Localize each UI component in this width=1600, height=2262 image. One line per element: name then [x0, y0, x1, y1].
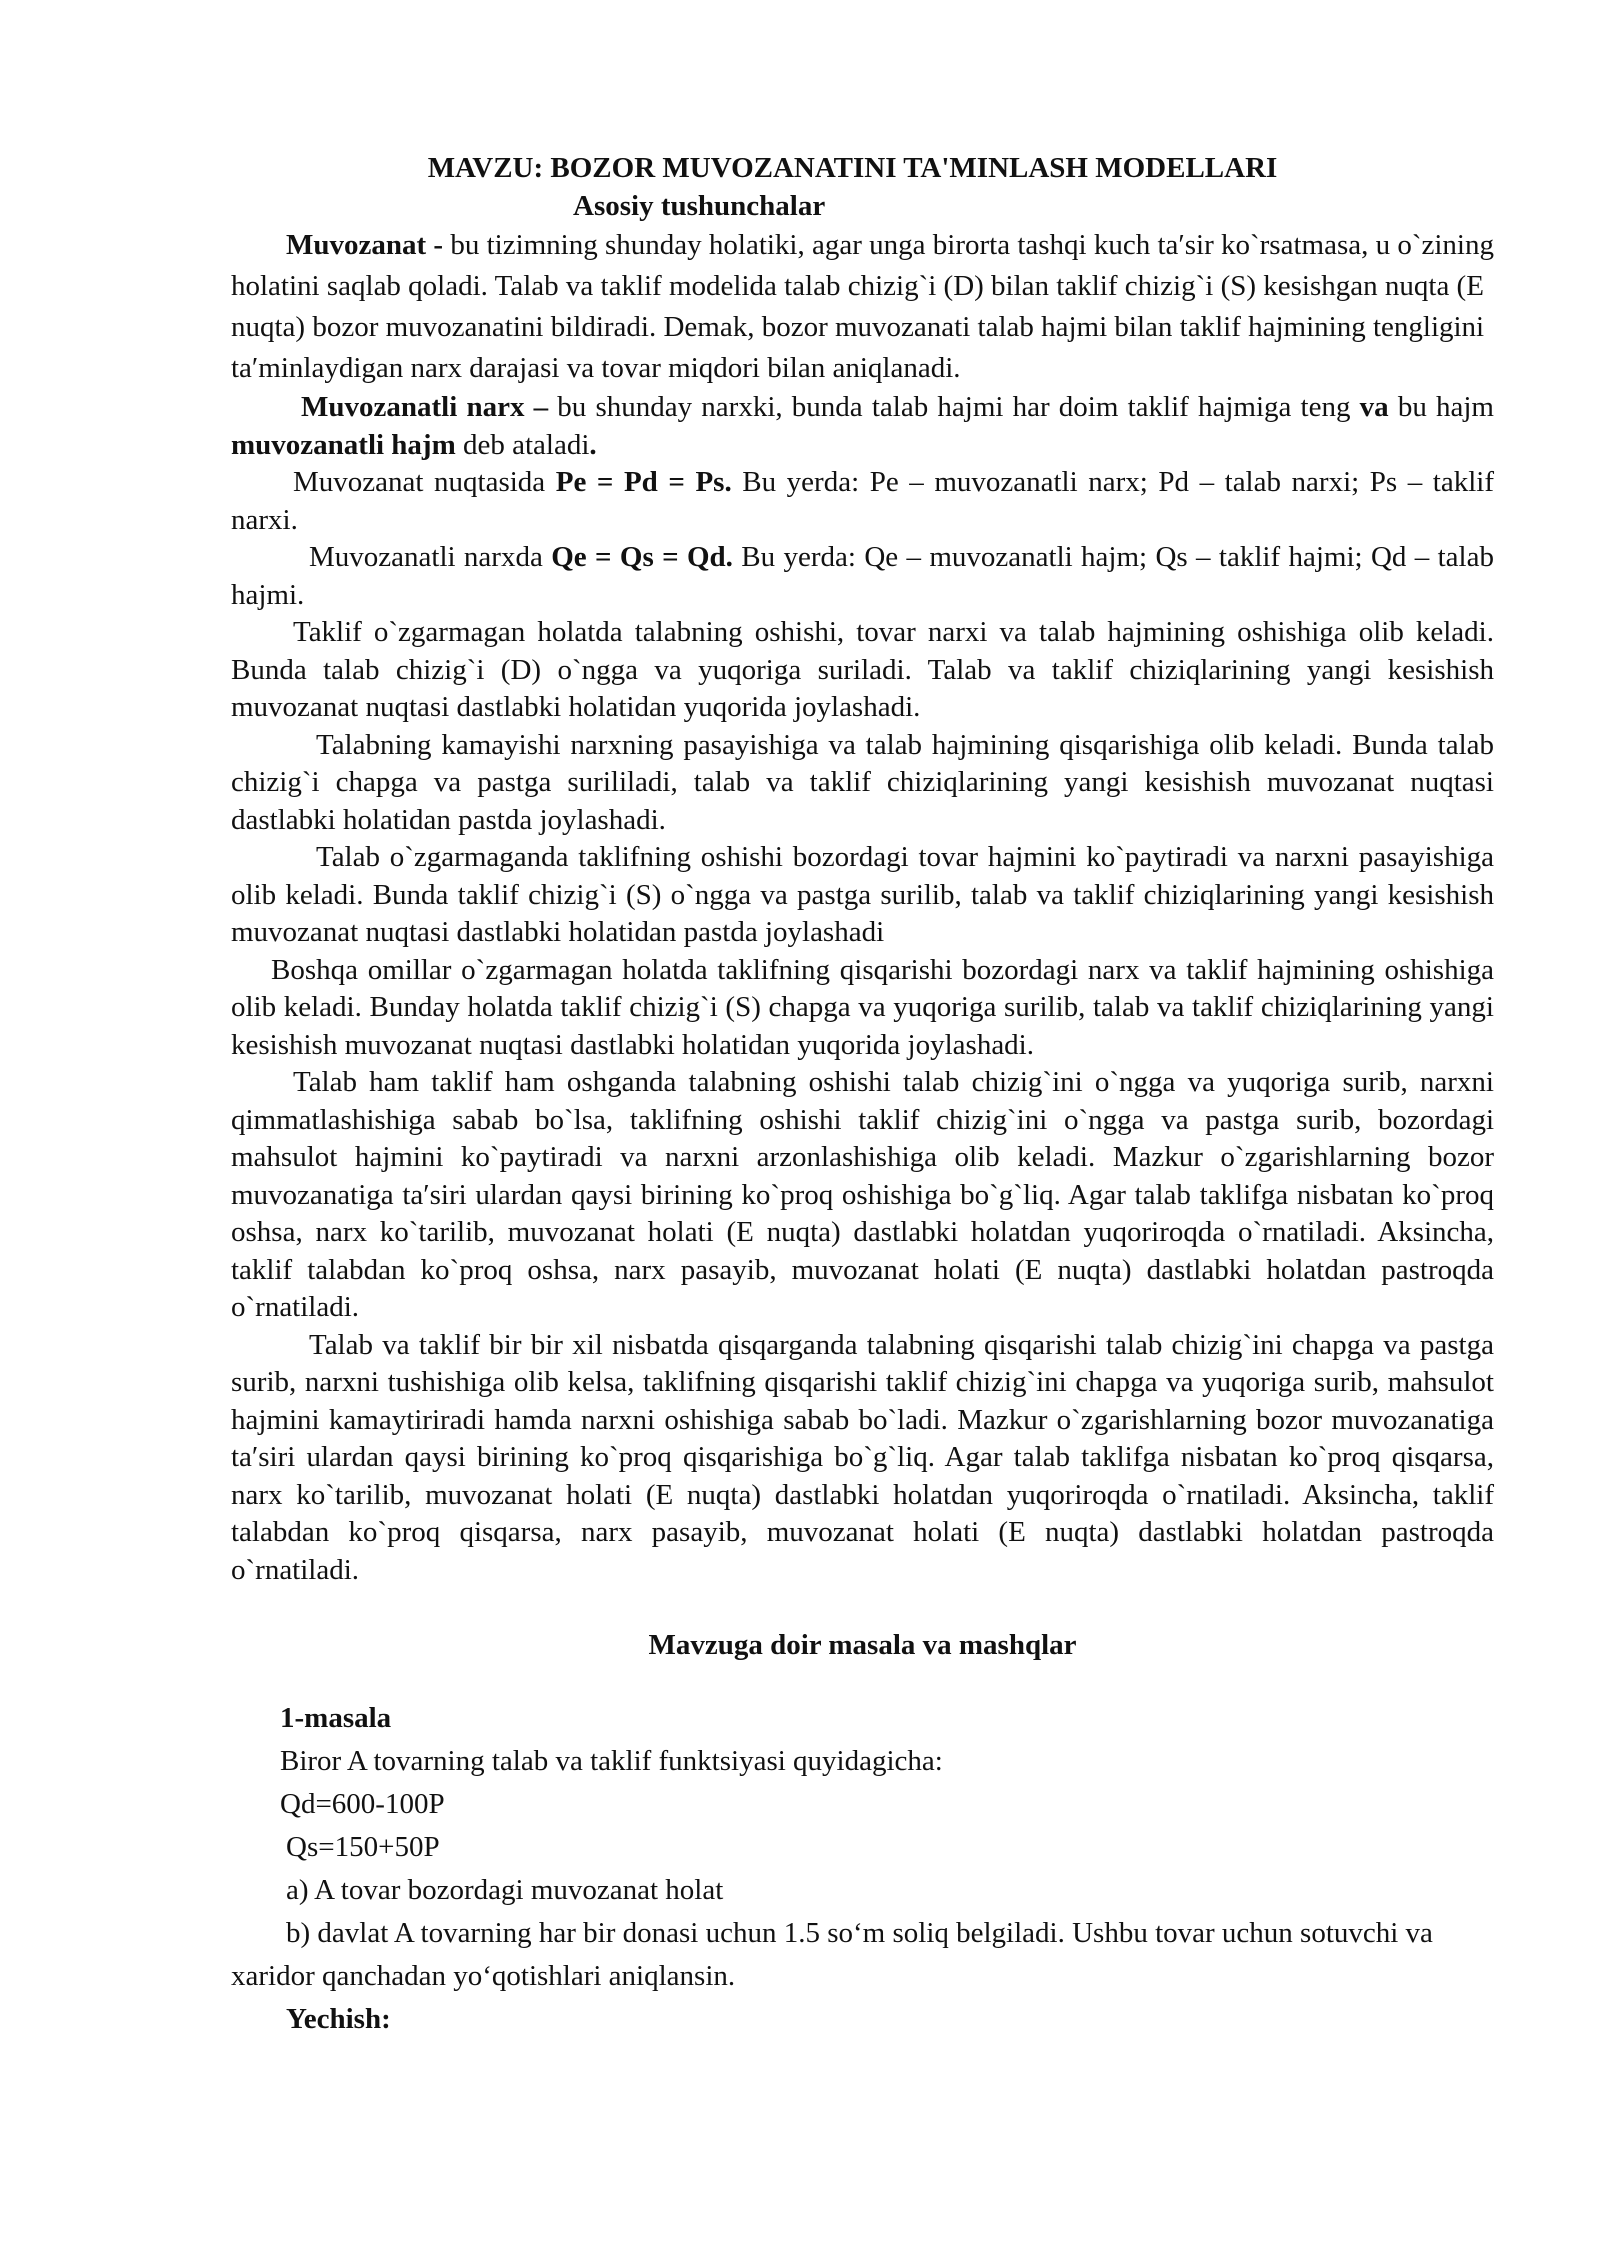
document-title: MAVZU: BOZOR MUVOZANATINI TA'MINLASH MODELLARI: [427, 152, 1278, 184]
demand-function: Qd=600-100P: [280, 1787, 445, 1820]
paragraph-equilibrium-price: [231, 464, 1494, 539]
paragraph-text: bu shunday narxki, bunda talab hajmi har doim taklif hajmiga teng: [548, 391, 1360, 423]
paragraph-supply-decrease: Boshqa omillar o`zgarmagan holatda taklifning qisqarishi bozordagi narx va taklif hajmining oshishiga olib keladi. Bunday holatda taklif chizig`i (S) chapga va yuqoriga surilib, talab va taklif chiziqlarining yangi kesishish muvozanat nuqtasi dastlabki holatidan yuqorida joylashadi.: [231, 953, 1494, 1061]
paragraph-text: deb ataladi: [455, 428, 590, 461]
paragraph-text: Muvozanat nuqtasida: [293, 466, 556, 498]
bold-period: .: [589, 428, 597, 461]
term-muvozanatli-narx: Muvozanatli narx –: [301, 391, 549, 423]
paragraph-text: bu tizimning shunday holatiki, agar unga birorta tashqi kuch ta′sir ko`rsatmasa, u o`zining holatini saqlab qoladi. Talab va taklif modelida talab chizig`i (D) bilan taklif chizig`i (S) kesishgan nuqta (E nuqta) bozor muvozanatini bildiradi. Demak, bozor muvozanati talab hajmi bilan taklif hajmining tengligini ta′minlaydigan narx darajasi va tovar miqdori bilan aniqlanadi.: [231, 229, 1494, 384]
task-title: 1-masala: [280, 1701, 392, 1734]
paragraph-muvozanatli-narx: [231, 389, 1494, 464]
solution-heading: Yechish:: [286, 2002, 391, 2035]
term-muvozanatli-hajm: muvozanatli hajm: [231, 428, 456, 461]
paragraph-text: bu hajm: [1388, 391, 1494, 423]
formula-quantity: Qe = Qs = Qd.: [551, 541, 733, 573]
section-heading: Mavzuga doir masala va mashqlar: [648, 1629, 1077, 1661]
paragraph-demand-increase: Taklif o`zgarmagan holatda talabning oshishi, tovar narxi va talab hajmining oshishiga olib keladi. Bunda talab chizig`i (D) o`ngga va yuqoriga suriladi. Talab va taklif chiziqlarining yangi kesishish muvozanat nuqtasi dastlabki holatidan yuqorida joylashadi.: [231, 616, 1494, 723]
task-intro: Biror A tovarning talab va taklif funktsiyasi quyidagicha:: [280, 1744, 943, 1777]
paragraph-demand-decrease: Talabning kamayishi narxning pasayishiga va talab hajmining qisqarishiga olib keladi. Bunda talab chizig`i chapga va pastga surililadi, talab va taklif chiziqlarining yangi kesishish muvozanat nuqtasi dastlabki holatidan pastda joylashadi.: [231, 728, 1494, 836]
paragraph-supply-increase: Talab o`zgarmaganda taklifning oshishi bozordagi tovar hajmini ko`paytiradi va narxni pasayishiga olib keladi. Bunda taklif chizig`i (S) o`ngga va pastga surilib, talab va taklif chiziqlarining yangi kesishish muvozanat nuqtasi dastlabki holatidan pastda joylashadi: [231, 841, 1494, 948]
supply-function: Qs=150+50P: [286, 1830, 440, 1863]
task-item-b: b) davlat A tovarning har bir donasi uchun 1.5 so‘m soliq belgiladi. Ushbu tovar uchun sotuvchi va xaridor qanchadan yo‘qotishlari aniqlansin.: [231, 1916, 1433, 1992]
paragraph-muvozanat: [231, 225, 1494, 389]
bold-word: va: [1359, 391, 1389, 423]
document-subtitle: Asosiy tushunchalar: [573, 189, 826, 222]
paragraph-equilibrium-quantity: [231, 539, 1494, 614]
task-item-a: a) A tovar bozordagi muvozanat holat: [286, 1873, 724, 1906]
paragraph-both-decrease: Talab va taklif bir bir xil nisbatda qisqarganda talabning qisqarishi talab chizig`ini chapga va pastga surib, narxni tushishiga olib kelsa, taklifning qisqarishi taklif chizig`ini chapga va yuqoriga surib, mahsulot hajmini kamaytiriradi hamda narxni oshishiga sabab bo`ladi. Mazkur o`zgarishlarning bozor muvozanatiga ta′siri ulardan qaysi birining ko`proq qisqarishiga bo`g`liq. Agar talab taklifga nisbatan ko`proq qisqarsa, narx ko`tarilib, muvozanat holati (E nuqta) dastlabki holatdan yuqoriroqda o`rnatiladi. Aksincha, taklif talabdan ko`proq qisqarsa, narx pasayib, muvozanat holati (E nuqta) dastlabki holatdan pastroqda o`rnatiladi.: [231, 1328, 1494, 1586]
term-muvozanat: Muvozanat -: [286, 229, 444, 261]
formula-price: Pe = Pd = Ps.: [555, 466, 732, 498]
paragraph-text: Bu yerda: Qe – muvozanatli hajm; Qs – taklif hajmi; Qd – talab hajmi.: [231, 541, 1494, 611]
paragraph-both-increase: Talab ham taklif ham oshganda talabning oshishi talab chizig`ini o`ngga va yuqoriga surib, narxni qimmatlashishiga sabab bo`lsa, taklifning oshishi taklif chizig`ini o`ngga va pastga surib, bozordagi mahsulot hajmini ko`paytiradi va narxni arzonlashishiga olib keladi. Mazkur o`zgarishlarning bozor muvozanatiga ta′siri ulardan qaysi birining ko`proq oshishiga bo`g`liq. Agar talab taklifga nisbatan ko`proq oshsa, narx ko`tarilib, muvozanat holati (E nuqta) dastlabki holatdan yuqoriroqda o`rnatiladi. Aksincha, taklif talabdan ko`proq oshsa, narx pasayib, muvozanat holati (E nuqta) dastlabki holatdan pastroqda o`rnatiladi.: [231, 1066, 1494, 1323]
paragraph-text: Muvozanatli narxda: [309, 541, 552, 573]
paragraph-text: Bu yerda: Pe – muvozanatli narx; Pd – talab narxi; Ps – taklif narxi.: [231, 466, 1494, 536]
